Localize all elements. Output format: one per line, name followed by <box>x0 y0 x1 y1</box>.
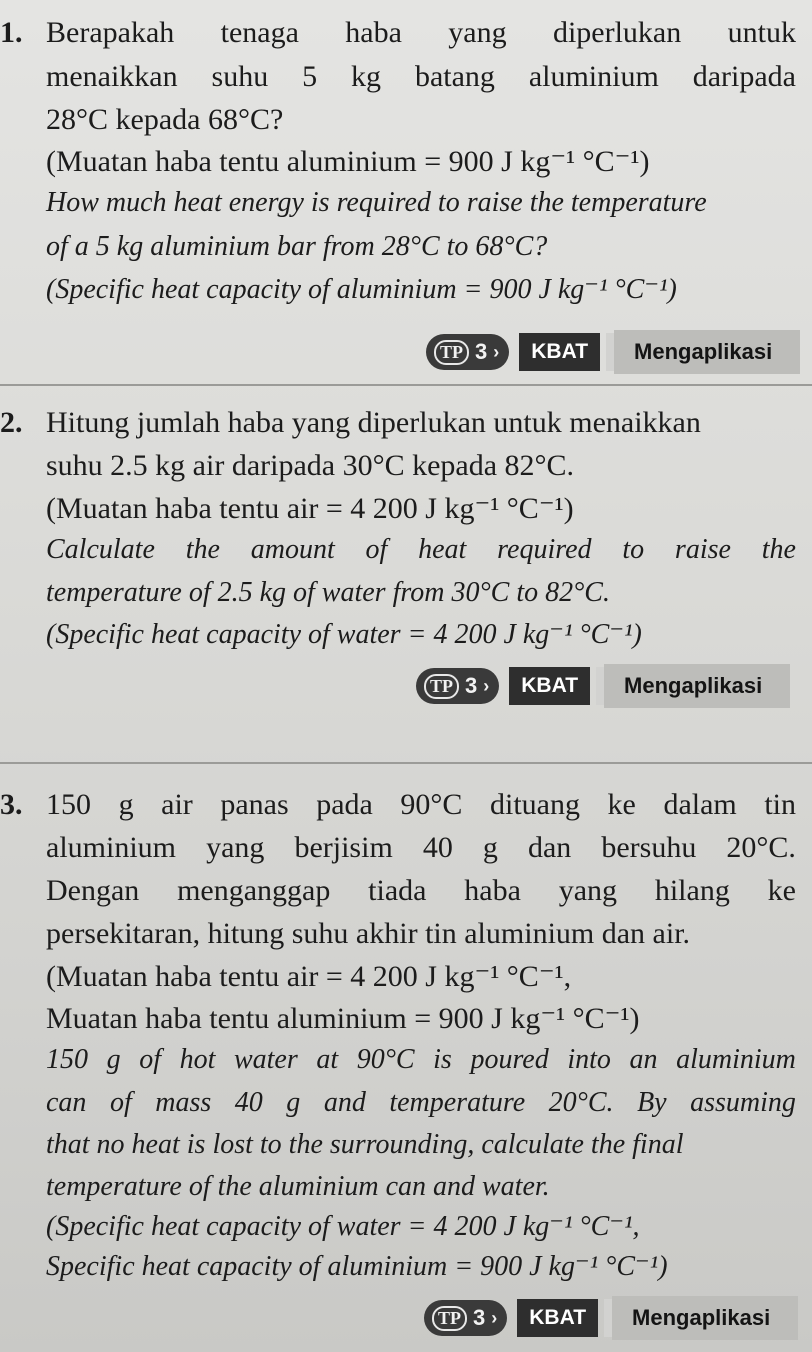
word: tenaga <box>220 16 299 49</box>
word: and <box>323 1087 366 1118</box>
q1-line-3: 28°C kepada 68°C? <box>46 103 284 136</box>
word: amount <box>250 534 335 565</box>
tp-level: 3 <box>465 673 478 698</box>
word: 90°C <box>356 1044 415 1075</box>
question-3-number: 3. <box>0 788 23 821</box>
question-1-number: 1. <box>0 16 23 49</box>
q2-line-6: (Specific heat capacity of water = 4 200 J kg⁻¹ °C⁻¹) <box>46 619 642 650</box>
word: g <box>118 788 134 821</box>
word: By <box>637 1087 667 1118</box>
word: an <box>629 1044 658 1075</box>
mengaplikasi-badge: Mengaplikasi <box>612 1296 798 1340</box>
word: tiada <box>368 874 427 907</box>
q3-line-5: (Muatan haba tentu air = 4 200 J kg⁻¹ °C⁻¹, <box>46 960 572 993</box>
question-2-number: 2. <box>0 406 23 439</box>
chevron-right-icon: › <box>493 341 500 362</box>
word: g <box>286 1087 301 1118</box>
q3-line-3 <box>46 874 796 907</box>
kbat-badge: KBAT <box>509 667 590 705</box>
word: yang <box>448 16 507 49</box>
q3-line-9: that no heat is lost to the surrounding, calculate the final <box>46 1129 684 1160</box>
word: of <box>139 1044 161 1075</box>
word: poured <box>470 1044 549 1075</box>
q1-line-6: of a 5 kg aluminium bar from 28°C to 68°C? <box>46 231 548 262</box>
tp-label: TP <box>432 1306 467 1331</box>
word: panas <box>220 788 289 821</box>
kbat-badge: KBAT <box>517 1299 598 1337</box>
word: 150 <box>46 1044 88 1075</box>
word: aluminium <box>46 831 176 864</box>
q1-line-2 <box>46 60 796 93</box>
q3-line-8 <box>46 1088 796 1119</box>
q2-badge-row <box>416 664 790 708</box>
word: 40 <box>234 1087 263 1118</box>
chevron-right-icon: › <box>491 1307 498 1328</box>
word: ke <box>767 874 796 907</box>
word: 20°C. <box>726 831 796 864</box>
q3-line-10: temperature of the aluminium can and water. <box>46 1171 550 1202</box>
word: g <box>482 831 498 864</box>
word: kg <box>351 60 382 93</box>
word: menaikkan <box>46 60 178 93</box>
q1-line-7: (Specific heat capacity of aluminium = 900 J kg⁻¹ °C⁻¹) <box>46 274 677 305</box>
word: haba <box>464 874 521 907</box>
q2-line-5: temperature of 2.5 kg of water from 30°C to 82°C. <box>46 577 610 608</box>
word: Berapakah <box>46 16 175 49</box>
word: into <box>567 1044 611 1075</box>
word: Dengan <box>46 874 140 907</box>
tp-level: 3 <box>475 339 488 364</box>
word: yang <box>206 831 265 864</box>
tp-label: TP <box>434 340 469 365</box>
badge-divider <box>596 667 604 705</box>
badge-divider <box>606 333 614 371</box>
q3-line-4: persekitaran, hitung suhu akhir tin aluminium dan air. <box>46 917 691 950</box>
q3-line-2 <box>46 831 796 864</box>
word: of <box>109 1087 132 1118</box>
q3-badge-row <box>424 1296 798 1340</box>
word: haba <box>345 16 402 49</box>
word: 150 <box>46 788 91 821</box>
word: mass <box>155 1087 212 1118</box>
word: dalam <box>663 788 737 821</box>
word: berjisim <box>294 831 393 864</box>
word: air <box>161 788 193 821</box>
q2-line-1: Hitung jumlah haba yang diperlukan untuk menaikkan <box>46 406 701 439</box>
word: daripada <box>692 60 796 93</box>
word: diperlukan <box>552 16 682 49</box>
word: 40 <box>422 831 453 864</box>
q1-line-5: How much heat energy is required to raise the temperature <box>46 187 707 218</box>
word: is <box>433 1044 452 1075</box>
tp-label: TP <box>424 674 459 699</box>
chevron-right-icon: › <box>483 675 490 696</box>
word: 90°C <box>400 788 463 821</box>
word: the <box>185 534 220 565</box>
mengaplikasi-badge: Mengaplikasi <box>614 330 800 374</box>
word: bersuhu <box>601 831 697 864</box>
word: temperature <box>389 1087 526 1118</box>
word: tin <box>764 788 796 821</box>
q1-line-1 <box>46 16 796 49</box>
tp-level: 3 <box>473 1305 486 1330</box>
word: yang <box>558 874 618 907</box>
word: aluminium <box>676 1044 796 1075</box>
word: assuming <box>690 1087 796 1118</box>
q1-line-4: (Muatan haba tentu aluminium = 900 J kg⁻¹ °C⁻¹) <box>46 145 650 178</box>
word: the <box>761 534 796 565</box>
word: raise <box>674 534 731 565</box>
section-divider-2 <box>0 762 812 764</box>
tp-level-badge <box>416 668 499 704</box>
word: water <box>233 1044 298 1075</box>
word: at <box>316 1044 339 1075</box>
word: hilang <box>654 874 730 907</box>
tp-level-badge <box>426 334 509 370</box>
word: heat <box>418 534 467 565</box>
q2-line-4 <box>46 535 796 566</box>
word: dituang <box>489 788 580 821</box>
kbat-badge: KBAT <box>519 333 600 371</box>
q3-line-1 <box>46 788 796 821</box>
word: can <box>46 1087 87 1118</box>
word: 5 <box>302 60 318 93</box>
word: menganggap <box>177 874 331 907</box>
word: untuk <box>727 16 796 49</box>
q3-line-6: Muatan haba tentu aluminium = 900 J kg⁻¹ °C⁻¹) <box>46 1002 640 1035</box>
mengaplikasi-badge: Mengaplikasi <box>604 664 790 708</box>
section-divider-1 <box>0 384 812 386</box>
word: dan <box>527 831 572 864</box>
badge-divider <box>604 1299 612 1337</box>
word: g <box>106 1044 121 1075</box>
word: hot <box>179 1044 216 1075</box>
q3-line-7 <box>46 1045 796 1076</box>
q1-badge-row <box>426 330 800 374</box>
q2-line-3: (Muatan haba tentu air = 4 200 J kg⁻¹ °C⁻¹) <box>46 492 574 525</box>
word: suhu <box>211 60 269 93</box>
word: batang <box>414 60 495 93</box>
q3-line-12: Specific heat capacity of aluminium = 900 J kg⁻¹ °C⁻¹) <box>46 1251 668 1282</box>
word: ke <box>607 788 636 821</box>
word: to <box>622 534 645 565</box>
word: Calculate <box>46 534 155 565</box>
tp-level-badge <box>424 1300 507 1336</box>
q2-line-2: suhu 2.5 kg air daripada 30°C kepada 82°C. <box>46 449 575 482</box>
word: aluminium <box>528 60 659 93</box>
word: of <box>365 534 388 565</box>
q3-line-11: (Specific heat capacity of water = 4 200 J kg⁻¹ °C⁻¹, <box>46 1211 640 1242</box>
word: 20°C. <box>548 1087 614 1118</box>
word: required <box>497 534 592 565</box>
word: pada <box>316 788 373 821</box>
